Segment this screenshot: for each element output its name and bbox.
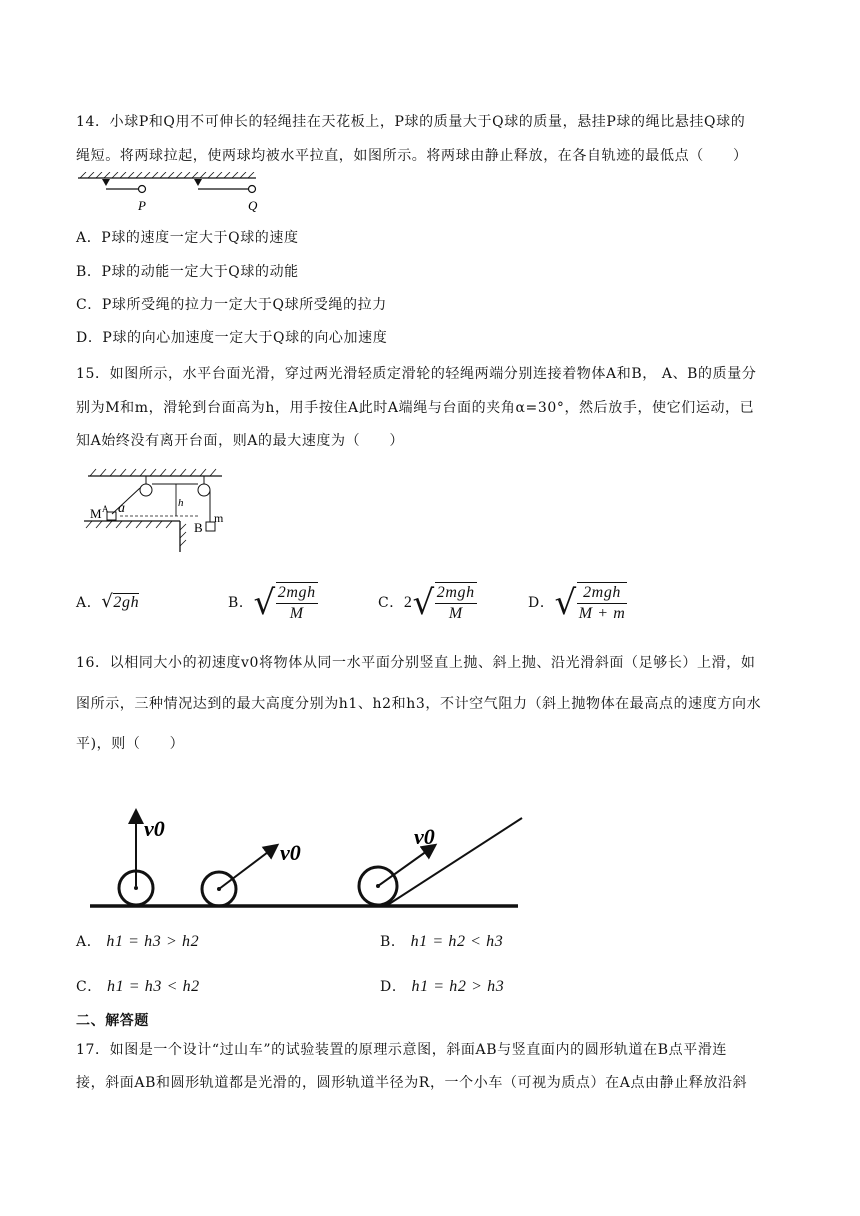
q16-option-a-expr: h1 = h3 > h2 (106, 933, 200, 950)
q16-option-c[interactable] (76, 977, 200, 997)
q15-text-line3: 知A始终没有离开台面，则A的最大速度为（ ） (76, 433, 405, 449)
label-m-mass: M (90, 506, 102, 521)
q16-option-b-expr: h1 = h2 < h3 (410, 933, 504, 950)
q14-text-line1: 14．小球P和Q用不可伸长的轻绳挂在天花板上，P球的质量大于Q球的质量，悬挂P球的绳比悬挂Q球的 (76, 114, 746, 130)
label-b-body: B (194, 520, 203, 535)
q15-text-line1: 15．如图所示，水平台面光滑，穿过两光滑轻质定滑轮的轻绳两端分别连接着物体A和B， A、B的质量分 (76, 366, 757, 382)
q16-option-c-label: C． (76, 979, 102, 995)
q15-option-a[interactable] (76, 592, 139, 613)
sqrt-icon: √ (101, 591, 114, 612)
q15-figure (80, 466, 230, 556)
q15-option-a-expr: 2gh (113, 594, 140, 611)
q16-option-d[interactable] (380, 977, 504, 997)
pulley-right-icon (198, 484, 210, 496)
pulley-left-icon (140, 484, 152, 496)
q16-option-a-label: A． (76, 934, 102, 950)
label-v0-3: v0 (414, 824, 435, 849)
q16-option-b-label: B． (380, 934, 406, 950)
q14-option-a[interactable]: A．P球的速度一定大于Q球的速度 (76, 230, 299, 246)
q15-option-c-den: M (448, 605, 463, 622)
q16-figure (88, 800, 528, 912)
q16-text-line1: 16．以相同大小的初速度v0将物体从同一水平面分别竖直上抛、斜上抛、沿光滑斜面（足够长）上滑，如 (76, 655, 756, 671)
incline-line (386, 818, 522, 906)
q15-option-c-label: C． (378, 595, 404, 611)
sqrt-icon: √ (253, 583, 276, 623)
q15-option-a-label: A． (76, 595, 102, 611)
label-p: P (138, 198, 146, 213)
ball-p (139, 186, 146, 193)
q15-option-c-coef: 2 (403, 594, 413, 611)
q14-option-b[interactable]: B．P球的动能一定大于Q球的动能 (76, 264, 299, 280)
label-v0-1: v0 (144, 816, 165, 841)
label-h: h (178, 497, 184, 509)
ball-q (249, 186, 256, 193)
q15-option-c[interactable] (378, 582, 477, 624)
q15-text-line2: 别为M和m，滑轮到台面高为h，用手按住A此时A端绳与台面的夹角α=30°，然后放手，使它们运动，已 (76, 400, 755, 416)
q16-option-d-expr: h1 = h2 > h3 (411, 978, 505, 995)
q14-text-line2: 绳短。将两球拉起，使两球均被水平拉直，如图所示。将两球由静止释放，在各自轨迹的最低点（ ） (76, 148, 748, 164)
q15-option-d-num: 2mgh (577, 583, 628, 604)
q15-option-b[interactable] (228, 582, 318, 624)
pivot-p-icon (102, 179, 110, 186)
sqrt-icon: √ (554, 583, 577, 623)
label-alpha: a (118, 501, 125, 516)
q16-option-a[interactable] (76, 932, 199, 952)
q15-option-b-label: B． (228, 595, 254, 611)
q16-text-line2: 图所示，三种情况达到的最大高度分别为h1、h2和h3，不计空气阻力（斜上抛物体在最高点的速度方向水 (76, 696, 762, 712)
q16-option-d-label: D． (380, 979, 407, 995)
q15-option-d-label: D． (528, 595, 555, 611)
q16-option-b[interactable] (380, 932, 503, 952)
q15-option-d-den: M + m (578, 605, 626, 622)
q15-option-b-den: M (289, 605, 304, 622)
label-a-body: A (102, 504, 109, 514)
label-v0-2: v0 (280, 840, 301, 865)
pivot-q-icon (194, 179, 202, 186)
q16-option-c-expr: h1 = h3 < h2 (106, 978, 200, 995)
q16-text-line3: 平)，则（ ） (76, 736, 185, 752)
q17-text-line1: 17．如图是一个设计“过山车”的试验装置的原理示意图，斜面AB与竖直面内的圆形轨道在B点平滑连 (76, 1042, 728, 1058)
label-q: Q (248, 198, 258, 213)
sqrt-icon: √ (412, 583, 435, 623)
label-m-small: m (214, 511, 224, 525)
q15-option-b-num: 2mgh (276, 583, 318, 604)
q14-option-d[interactable]: D．P球的向心加速度一定大于Q球的向心加速度 (76, 330, 388, 346)
q15-option-d[interactable] (528, 582, 627, 624)
section-heading: 二、解答题 (76, 1013, 149, 1029)
q14-figure (76, 172, 266, 218)
q14-option-c[interactable]: C．P球所受绳的拉力一定大于Q球所受绳的拉力 (76, 297, 387, 313)
q17-text-line2: 接，斜面AB和圆形轨道都是光滑的，圆形轨道半径为R，一个小车（可视为质点）在A点由静止释放沿斜 (76, 1075, 748, 1091)
q15-option-c-num: 2mgh (435, 583, 477, 604)
